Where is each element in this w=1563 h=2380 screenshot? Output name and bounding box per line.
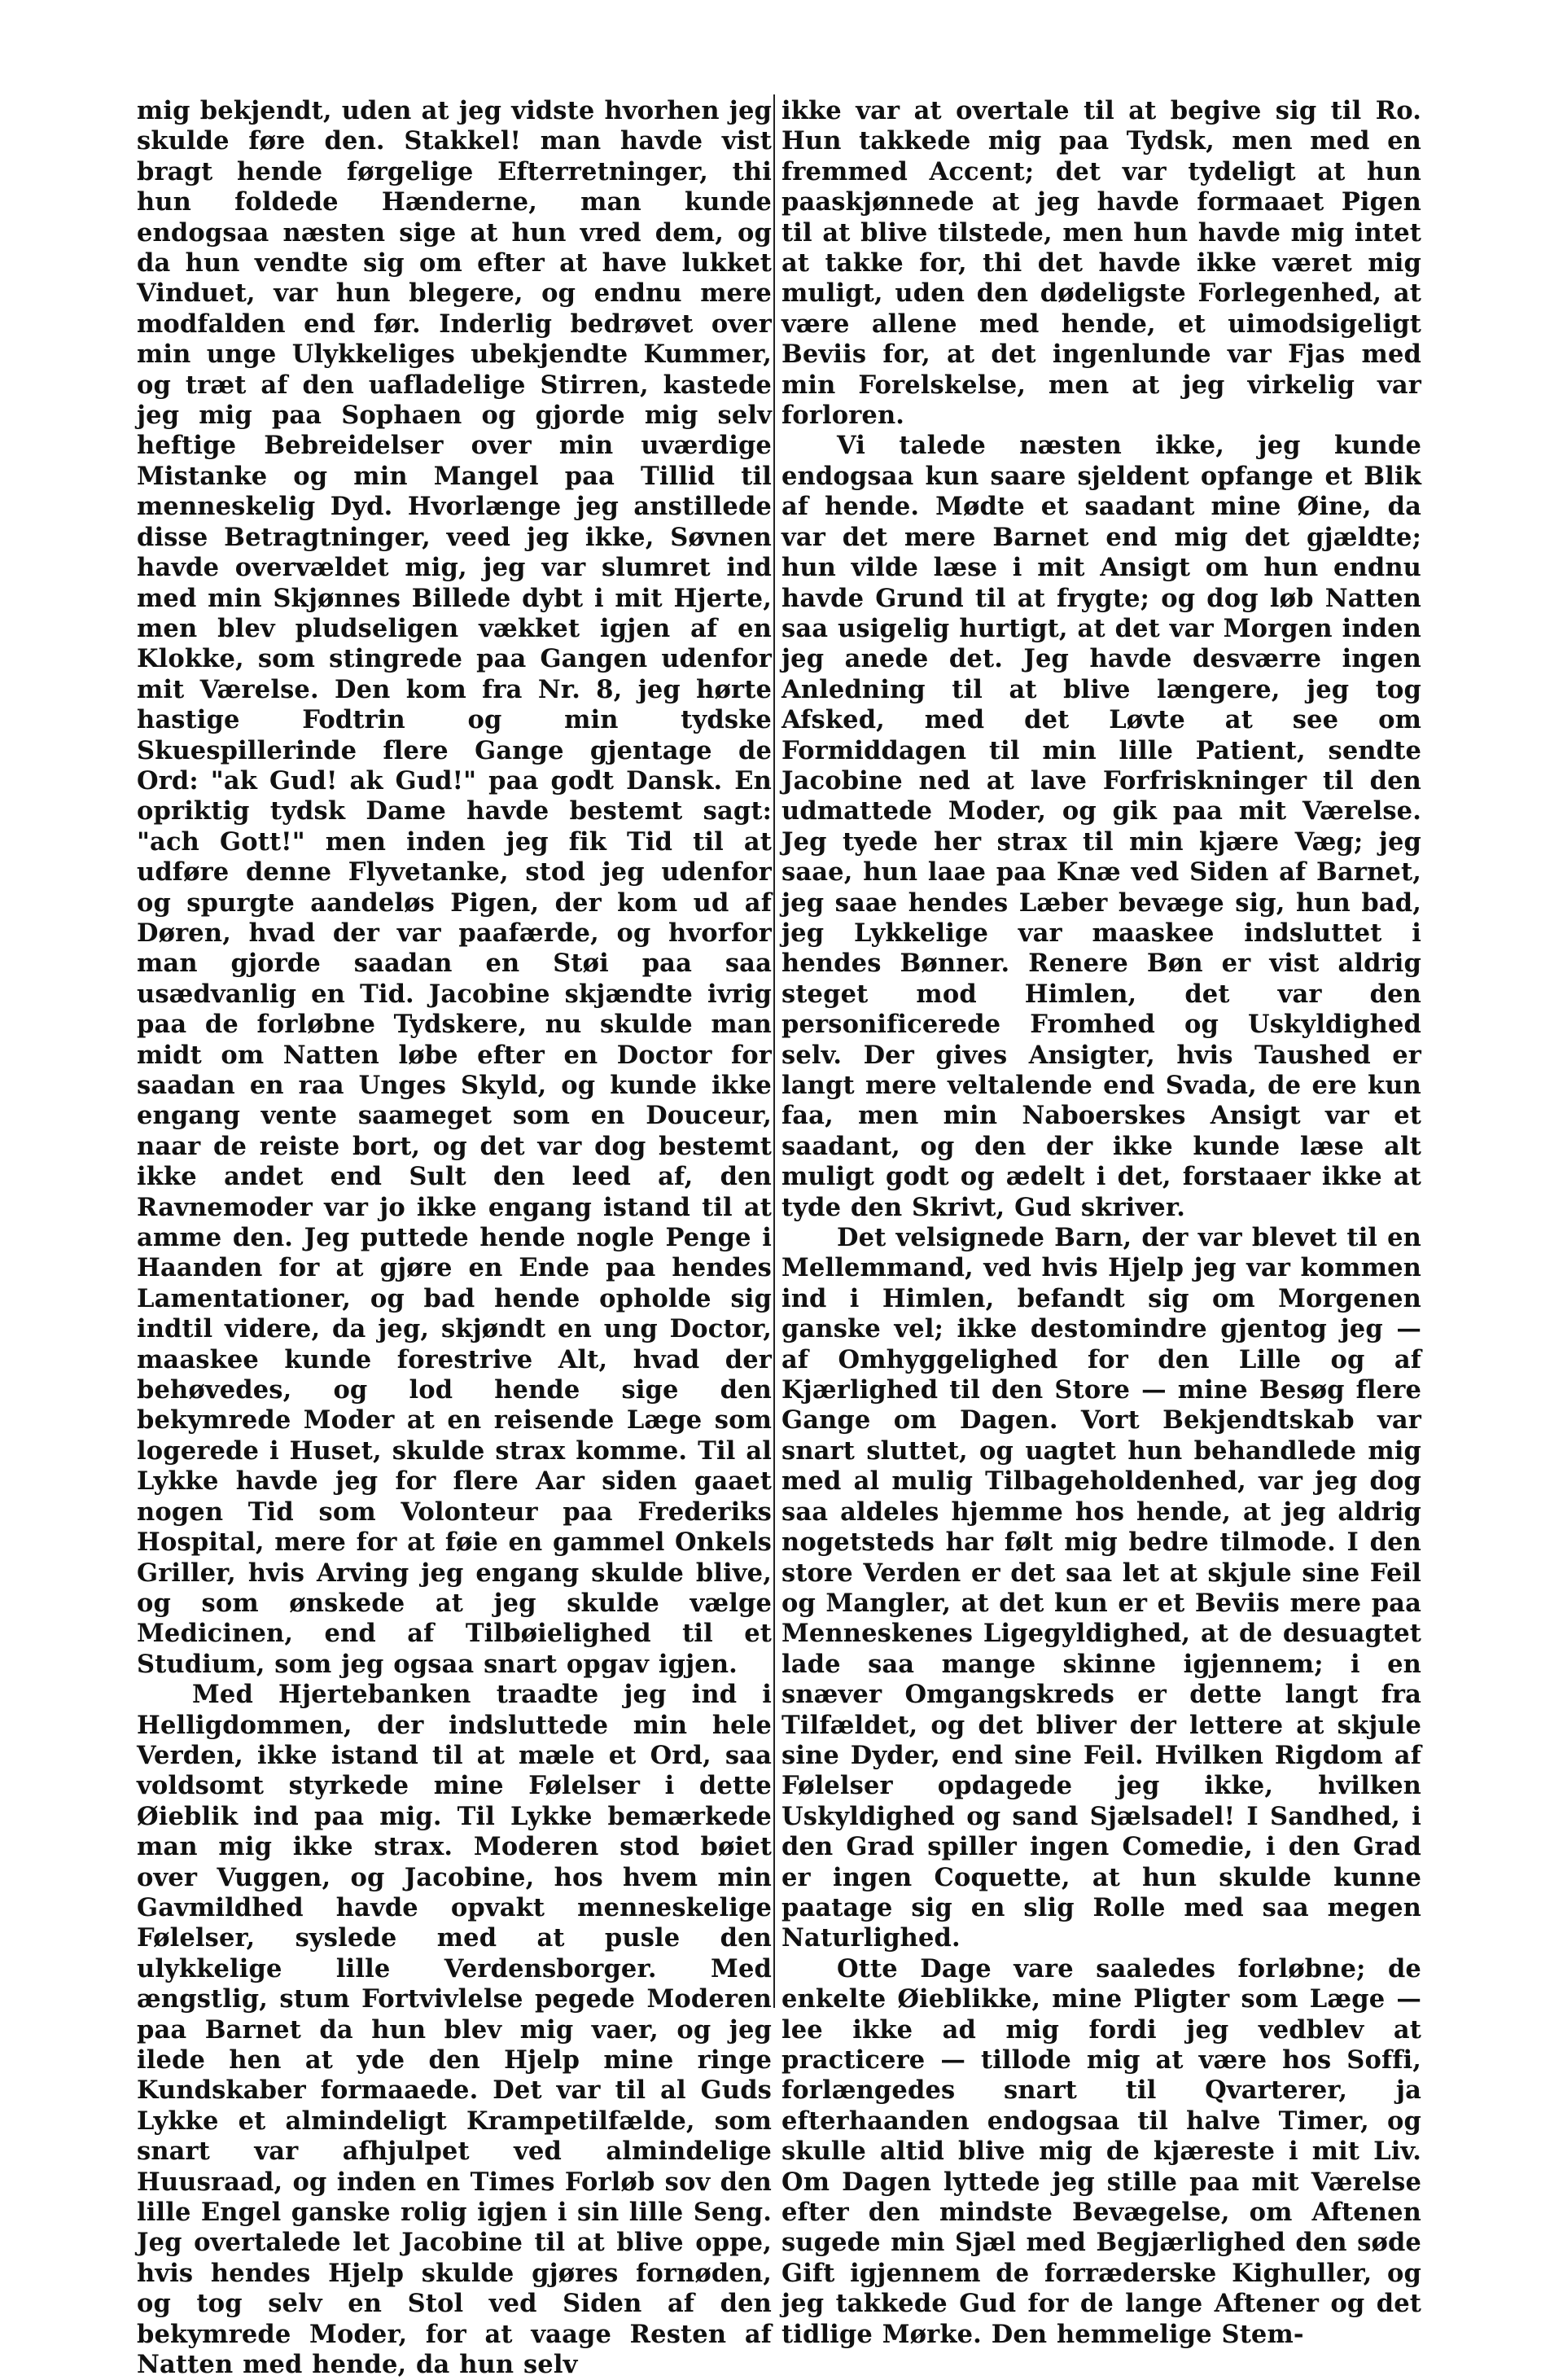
right-text-column — [782, 96, 1421, 2350]
paragraph: Vi talede næsten ikke, jeg kunde endogsaa kun saare sjeldent opfange et Blik af hende. Mødte et saadant mine Øine, da var det mere Barnet end mig det gjældte; hun vilde læse i mit Ansigt om hun endnu havde Grund til at frygte; og dog løb Natten saa usigelig hurtigt, at det var Morgen inden jeg anede det. Jeg havde desværre ingen Anledning til at blive længere, jeg tog Afsked, med det Løvte at see om Formiddagen til min lille Patient, sendte Jacobine ned at lave Forfriskninger til den udmattede Moder, og gik paa mit Værelse. Jeg tyede her strax til min kjære Væg; jeg saae, hun laae paa Knæ ved Siden af Barnet, jeg saae hendes Læber bevæge sig, hun bad, jeg Lykkelige var maaskee indsluttet i hendes Bønner. Renere Bøn er vist aldrig steget mod Himlen, det var den personificerede Fromhed og Uskyldighed selv. Der gives Ansigter, hvis Taushed er langt mere veltalende end Svada, de ere kun faa, men min Naboerskes Ansigt var et saadant, og den der ikke kunde læse alt muligt godt og ædelt i det, forstaaer ikke at tyde den Skrivt, Gud skriver. — [782, 431, 1421, 1222]
paragraph: Det velsignede Barn, der var blevet til en Mellemmand, ved hvis Hjelp jeg var kommen ind i Himlen, befandt sig om Morgenen ganske vel; ikke destomindre gjentog jeg — af Omhyggelighed for den Lille og af Kjærlighed til den Store — mine Besøg flere Gange om Dagen. Vort Bekjendtskab var snart sluttet, og uagtet hun behandlede mig med al mulig Tilbageholdenhed, var jeg dog saa aldeles hjemme hos hende, at jeg aldrig nogetsteds har følt mig bedre tilmode. I den store Verden er det saa let at skjule sine Feil og Mangler, at det kun er et Beviis mere paa Menneskenes Ligegyldighed, at de desuagtet lade saa mange skinne igjennem; i en snæver Omgangskreds er dette langt fra Tilfældet, og det bliver der lettere at skjule sine Dyder, end sine Feil. Hvilken Rigdom af Følelser opdagede jeg ikke, hvilken Uskyldighed og sand Sjælsadel! I Sandhed, i den Grad spiller ingen Comedie, i den Grad er ingen Coquette, at hun skulde kunne paatage sig en slig Rolle med saa megen Naturlighed. — [782, 1223, 1421, 1953]
column-divider — [773, 94, 775, 2008]
paragraph: ikke var at overtale til at begive sig til Ro. Hun takkede mig paa Tydsk, men med en fremmed Accent; det var tydeligt at hun paaskjønnede at jeg havde formaaet Pigen til at blive tilstede, men hun havde mig intet at takke for, thi det havde ikke været mig muligt, uden den dødeligste Forlegenhed, at være allene med hende, et uimodsigeligt Beviis for, at det ingenlunde var Fjas med min Forelskelse, men at jeg virkelig var forloren. — [782, 96, 1421, 431]
paragraph: Otte Dage vare saaledes forløbne; de enkelte Øieblikke, mine Pligter som Læge — lee ikke ad mig fordi jeg vedblev at practicere — tillode mig at være hos Soffi, forlængedes snart til Qvarterer, ja efterhaanden endogsaa til halve Timer, og skulle altid blive mig de kjæreste i mit Liv. Om Dagen lyttede jeg stille paa mit Værelse efter den mindste Bevægelse, om Aftenen sugede min Sjæl med Begjærlighed den søde Gift igjennem de forræderske Kighuller, og jeg takkede Gud for de lange Aftener og det tidlige Mørke. Den hemmelige Stem- — [782, 1953, 1421, 2349]
paragraph: mig bekjendt, uden at jeg vidste hvorhen jeg skulde føre den. Stakkel! man havde vist bragt hende førgelige Efterretninger, thi hun foldede Hænderne, man kunde endogsaa næsten sige at hun vred dem, og da hun vendte sig om efter at have lukket Vinduet, var hun blegere, og endnu mere modfalden end før. Inderlig bedrøvet over min unge Ulykkeliges ubekjendte Kummer, og træt af den uafladelige Stirren, kastede jeg mig paa Sophaen og gjorde mig selv heftige Bebreidelser over min uværdige Mistanke og min Mangel paa Tillid til menneskelig Dyd. Hvorlænge jeg anstillede disse Betragtninger, veed jeg ikke, Søvnen havde overvældet mig, jeg var slumret ind med min Skjønnes Billede dybt i mit Hjerte, men blev pludseligen vækket igjen af en Klokke, som stingrede paa Gangen udenfor mit Værelse. Den kom fra Nr. 8, jeg hørte hastige Fodtrin og min tydske Skuespillerinde flere Gange gjentage de Ord: "ak Gud! ak Gud!" paa godt Dansk. En opriktig tydsk Dame havde bestemt sagt: "ach Gott!" men inden jeg fik Tid til at udføre denne Flyvetanke, stod jeg udenfor og spurgte aandeløs Pigen, der kom ud af Døren, hvad der var paafærde, og hvorfor man gjorde saadan en Støi paa saa usædvanlig en Tid. Jacobine skjændte ivrig paa de forløbne Tydskere, nu skulde man midt om Natten løbe efter en Doctor for saadan en raa Unges Skyld, og kunde ikke engang vente saameget som en Douceur, naar de reiste bort, og det var dog bestemt ikke andet end Sult den leed af, den Ravnemoder var jo ikke engang istand til at amme den. Jeg puttede hende nogle Penge i Haanden for at gjøre en Ende paa hendes Lamentationer, og bad hende opholde sig indtil videre, da jeg, skjøndt en ung Doctor, maaskee kunde forestrive Alt, hvad der behøvedes, og lod hende sige den bekymrede Moder at en reisende Læge som logerede i Huset, skulde strax komme. Til al Lykke havde jeg for flere Aar siden gaaet nogen Tid som Volonteur paa Frederiks Hospital, mere for at føie en gammel Onkels Griller, hvis Arving jeg engang skulde blive, og som ønskede at jeg skulde vælge Medicinen, end af Tilbøielighed til et Studium, som jeg ogsaa snart opgav igjen. — [137, 96, 772, 1679]
left-text-column — [137, 96, 772, 2380]
paragraph: Med Hjertebanken traadte jeg ind i Helligdommen, der indsluttede min hele Verden, ikke istand til at mæle et Ord, saa voldsomt styrkede mine Følelser i dette Øieblik ind paa mig. Til Lykke bemærkede man mig ikke strax. Moderen stod bøiet over Vuggen, og Jacobine, hos hvem min Gavmildhed havde opvakt menneskelige Følelser, syslede med at pusle den ulykkelige lille Verdensborger. Med ængstlig, stum Fortvivlelse pegede Moderen paa Barnet da hun blev mig vaer, og jeg ilede hen at yde den Hjelp mine ringe Kundskaber formaaede. Det var til al Guds Lykke et almindeligt Krampetilfælde, som snart var afhjulpet ved almindelige Huusraad, og inden en Times Forløb sov den lille Engel ganske rolig igjen i sin lille Seng. Jeg overtalede let Jacobine til at blive oppe, hvis hendes Hjelp skulde gjøres fornøden, og tog selv en Stol ved Siden af den bekymrede Moder, for at vaage Resten af Natten med hende, da hun selv — [137, 1680, 772, 2380]
